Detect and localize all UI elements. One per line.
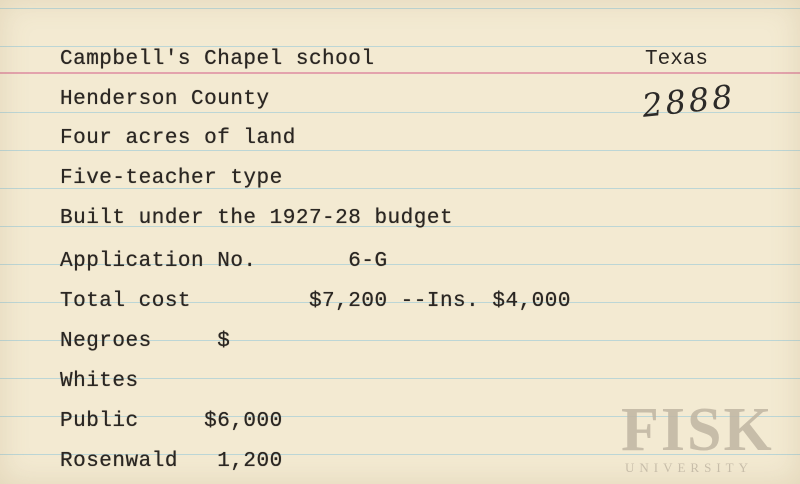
fisk-university-watermark [621, 396, 791, 476]
watermark-fisk: FISK [621, 396, 774, 464]
type-line: Five-teacher type [60, 167, 283, 190]
negroes-line: Negroes $ [60, 330, 231, 353]
handwritten-number: 2888 [640, 77, 738, 125]
total-cost-line: Total cost $7,200 --Ins. $4,000 [60, 290, 571, 313]
whites-line: Whites [60, 370, 139, 393]
public-line: Public $6,000 [60, 410, 283, 433]
county-line: Henderson County [60, 88, 270, 111]
state-label: Texas [645, 48, 709, 71]
watermark-university: UNIVERSITY [625, 460, 753, 475]
land-line: Four acres of land [60, 127, 296, 150]
rosenwald-line: Rosenwald 1,200 [60, 450, 283, 473]
school-name-line: Campbell's Chapel school [60, 48, 375, 71]
application-line: Application No. 6-G [60, 250, 388, 273]
budget-line: Built under the 1927-28 budget [60, 207, 454, 230]
